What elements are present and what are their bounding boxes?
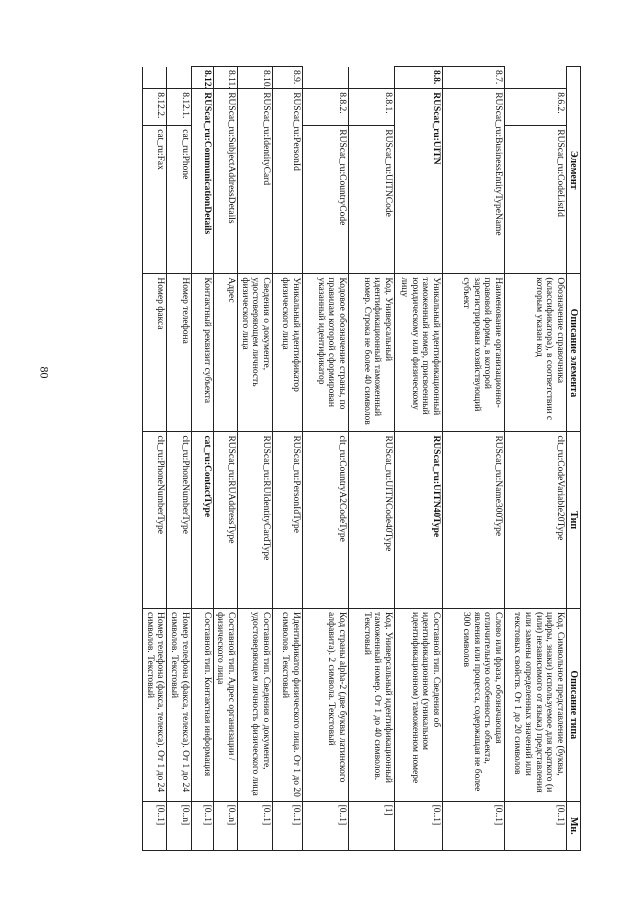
row-number-cell: [167, 67, 191, 89]
element-name-cell: RUScat_ru:CodeListId: [504, 126, 566, 274]
element-name-cell: RUScat_ru:IdentityCard: [237, 89, 272, 274]
element-desc-cell: Номер телефона: [167, 274, 191, 432]
multiplicity-cell: [0..n]: [167, 801, 191, 850]
row-number-cell: 8.9.: [272, 67, 302, 89]
row-subnumber-cell: 8.8.2.: [302, 89, 348, 126]
element-desc-cell: Сведения о документе, удостоверяющем личность физического лица: [237, 274, 272, 432]
type-cell: clt_ru:CountryA2CodeType: [302, 432, 348, 609]
table-row: [191, 67, 213, 851]
element-name-cell: cat_ru:Fax: [143, 126, 167, 274]
table-row: [237, 67, 272, 851]
table-row: [213, 67, 237, 851]
row-number-cell: 8.10.: [237, 67, 272, 89]
elements-table: [142, 66, 581, 851]
page-number: 80: [37, 366, 52, 379]
header-type-desc: Описание типа: [566, 608, 580, 801]
multiplicity-cell: [1]: [348, 801, 394, 850]
type-cell: RUScat_ru:PersonIdType: [272, 432, 302, 609]
row-number-cell: [302, 67, 348, 89]
type-cell: RUScat_ru:RUIdentityCardType: [237, 432, 272, 609]
row-subnumber-cell: 8.12.2.: [143, 89, 167, 126]
table-row: [302, 67, 348, 851]
type-cell: RUScat_ru:UITN40Type: [394, 432, 442, 609]
multiplicity-cell: [0..1]: [237, 801, 272, 850]
type-desc-cell: Номер телефона (факса, телекса). От 1 до 24 символов. Текстовый: [167, 608, 191, 801]
row-number-cell: [348, 67, 394, 89]
type-desc-cell: Код страны alpha-2 (две буквы латинского алфавита). 2 символа. Текстовый: [302, 608, 348, 801]
row-number-cell: 8.7.: [442, 67, 504, 89]
row-number-cell: [504, 67, 566, 89]
type-desc-cell: Номер телефона (факса, телекса). От 1 до 24 символов. Текстовый: [143, 608, 167, 801]
table-row: [143, 67, 167, 851]
table-row: [348, 67, 394, 851]
table-row: [167, 67, 191, 851]
header-element-desc: Описание элемента: [566, 274, 580, 432]
element-name-cell: RUScat_ru:CountryCode: [302, 126, 348, 274]
type-desc-cell: Слово или фраза, обозначающая отличительную особенность объекта, явления или процесса, содержащая не более 300 символов: [442, 608, 504, 801]
element-desc-cell: Контактный реквизит субъекта: [191, 274, 213, 432]
type-cell: cat_ru:ContactType: [191, 432, 213, 609]
type-desc-cell: Составной тип. Сведения об идентификационном (уникальном идентификационном) таможенном номере: [394, 608, 442, 801]
table-container: [94, 66, 581, 851]
multiplicity-cell: [0..1]: [272, 801, 302, 850]
type-desc-cell: Составной тип. Контактная информация: [191, 608, 213, 801]
rotated-page-area: [94, 66, 581, 851]
element-desc-cell: Наименование организационно-правовой формы, в которой зарегистрирован хозяйствующий субъект: [442, 274, 504, 432]
type-cell: RUScat_ru:Name300Type: [442, 432, 504, 609]
element-desc-cell: Уникальный идентификационный таможенный номер, присвоенный юридическому или физическому лицу: [394, 274, 442, 432]
type-cell: clt_ru:CodeVariable20Type: [504, 432, 566, 609]
row-number-cell: [143, 67, 167, 89]
multiplicity-cell: [0..1]: [191, 801, 213, 850]
multiplicity-cell: [0..n]: [213, 801, 237, 850]
multiplicity-cell: [0..1]: [302, 801, 348, 850]
element-name-cell: RUScat_ru:CommunicationDetails: [191, 89, 213, 274]
element-desc-cell: Уникальный идентификатор физического лица: [272, 274, 302, 432]
row-number-cell: 8.8.: [394, 67, 442, 89]
row-subnumber-cell: 8.6.2.: [504, 89, 566, 126]
element-desc-cell: Номер факса: [143, 274, 167, 432]
multiplicity-cell: [0..1]: [394, 801, 442, 850]
type-cell: clt_ru:PhoneNumberType: [143, 432, 167, 609]
element-desc-cell: Код. Универсальный идентификационный таможенный номер. Строка не более 40 символов: [348, 274, 394, 432]
table-row: [394, 67, 442, 851]
multiplicity-cell: [0..1]: [143, 801, 167, 850]
element-desc-cell: Обозначение справочника (классификатора), в соответствии с которым указан код: [504, 274, 566, 432]
type-cell: RUScat_ru:RUAddressType: [213, 432, 237, 609]
table-row: [504, 67, 566, 851]
type-desc-cell: Составной тип. Адрес организации / физического лица: [213, 608, 237, 801]
type-cell: RUScat_ru:UITNCode40Type: [348, 432, 394, 609]
multiplicity-cell: [0..1]: [442, 801, 504, 850]
header-element: Элемент: [566, 67, 580, 274]
element-name-cell: RUScat_ru:UITN: [394, 89, 442, 274]
type-cell: clt_ru:PhoneNumberType: [167, 432, 191, 609]
element-desc-cell: Кодовое обозначение страны, по правилам которой сформирован указанный идентификатор: [302, 274, 348, 432]
header-multiplicity: Мн.: [566, 801, 580, 850]
row-subnumber-cell: 8.8.1.: [348, 89, 394, 126]
element-name-cell: RUScat_ru:SubjectAddressDetails: [213, 89, 237, 274]
row-number-cell: 8.12.: [191, 67, 213, 89]
table-header-row: [566, 67, 580, 851]
table-row: [442, 67, 504, 851]
header-type: Тип: [566, 432, 580, 609]
row-subnumber-cell: 8.12.1.: [167, 89, 191, 126]
row-number-cell: 8.11.: [213, 67, 237, 89]
type-desc-cell: Код. Символьное представление (буквы, цифры, знаки) используемое для краткого (и (или) независимого от языка) представления или замены определенных значений или текстовых свойств. От 1 до 20 символов: [504, 608, 566, 801]
multiplicity-cell: [0..1]: [504, 801, 566, 850]
element-name-cell: RUScat_ru:PersonId: [272, 89, 302, 274]
type-desc-cell: Идентификатор физического лица. От 1 до 20 символов. Текстовый: [272, 608, 302, 801]
element-name-cell: cat_ru:Phone: [167, 126, 191, 274]
type-desc-cell: Составной тип. Сведения о документе, удостоверяющем личность физического лица: [237, 608, 272, 801]
element-name-cell: RUScat_ru:BusinessEntityTypeName: [442, 89, 504, 274]
type-desc-cell: Код. Универсальный идентификационный таможенный номер. От 1 до 40 символов. Текстовый: [348, 608, 394, 801]
table-row: [272, 67, 302, 851]
element-desc-cell: Адрес: [213, 274, 237, 432]
element-name-cell: RUScat_ru:UITNCode: [348, 126, 394, 274]
